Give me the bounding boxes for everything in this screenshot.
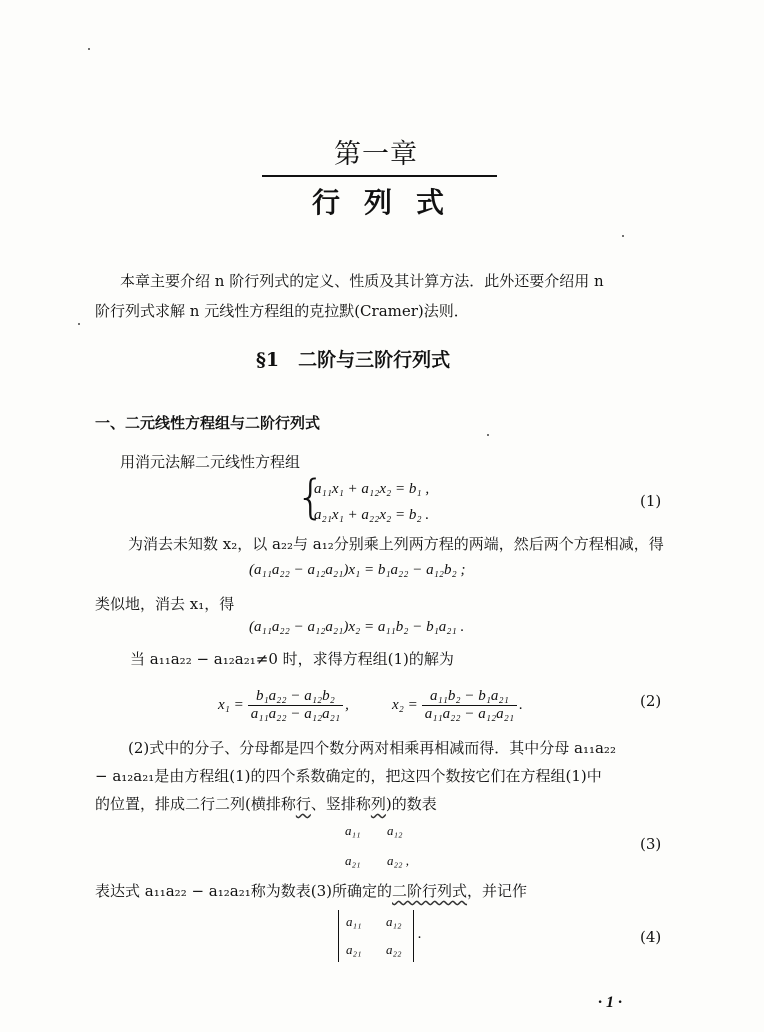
paragraph-5-text: )的数表	[385, 795, 437, 813]
solution-x1: x₁ = $\frac{\text{b₁a₂₂ − a₁₂b₂}}{\text{a₁₁a₂₂ − a₁₂a₂₁}}$ ,	[218, 688, 349, 722]
solution-x2-fraction	[422, 688, 517, 723]
det-a22: a₂₂	[386, 942, 402, 957]
page-number: · 1 ·	[598, 994, 622, 1011]
paragraph-5-text: 的位置，排成二行二列(横排称	[95, 795, 296, 813]
paragraph-4: 当 a₁₁a₂₂ − a₁₂a₂₁≠0 时，求得方程组(1)的解为	[130, 650, 454, 668]
array-a22: a₂₂ ,	[387, 853, 410, 868]
paragraph-5-line-1: (2)式中的分子、分母都是四个数分两对相乘再相减而得．其中分母 a₁₁a₂₂	[128, 739, 616, 757]
array-a21: a₂₁	[345, 853, 361, 868]
chapter-number: 第一章	[334, 139, 418, 170]
scan-speck	[487, 434, 489, 436]
term-second-order-determinant: 二阶行列式	[392, 882, 468, 900]
solution-x2-denominator: a₁₁a₂₂ − a₁₂a₂₁	[424, 706, 515, 722]
equation-4-tag: (4)	[640, 928, 662, 946]
equation-a: (a₁₁a₂₂ − a₁₂a₂₁)x₁ = b₁a₂₂ − a₁₂b₂ ;	[249, 562, 466, 578]
section-title: §1 二阶与三阶行列式	[256, 349, 451, 371]
equation-1-line-1: a₁₁x₁ + a₁₂x₂ = b₁ ,	[314, 481, 430, 497]
system-brace: {	[296, 470, 326, 524]
subsection-title: 一、二元线性方程组与二阶行列式	[95, 414, 321, 432]
solution-x2-lhs: x₂ =	[392, 697, 418, 713]
paragraph-5-line-3	[95, 793, 437, 815]
paragraph-6-text: ，并记作	[467, 882, 528, 900]
chapter-title: 行列式	[312, 186, 469, 219]
paragraph-6	[95, 880, 527, 902]
det-a12: a₁₂	[386, 914, 402, 929]
array-a11: a₁₁	[345, 823, 361, 838]
chapter-rule	[262, 175, 497, 177]
solution-x1-denominator: a₁₁a₂₂ − a₁₂a₂₁	[250, 706, 341, 722]
solution-x1-fraction	[248, 688, 343, 723]
equation-1-tag: (1)	[640, 492, 662, 510]
paragraph-2: 为消去未知数 x₂，以 a₂₂与 a₁₂分别乘上列两方程的两端，然后两个方程相减，得	[128, 535, 664, 553]
term-column: 列	[370, 795, 386, 813]
det-period: .	[418, 926, 422, 942]
paragraph-5-line-2: − a₁₂a₂₁是由方程组(1)的四个系数确定的，把这四个数按它们在方程组(1)中	[95, 767, 602, 785]
scan-speck	[622, 235, 624, 237]
array-a12: a₁₂	[387, 823, 403, 838]
paragraph-5-text: 、竖排称	[310, 795, 371, 813]
solution-x1-numerator: b₁a₂₂ − a₁₂b₂	[248, 688, 343, 706]
paragraph-6-text: 表达式 a₁₁a₂₂ − a₁₂a₂₁称为数表(3)所确定的	[95, 882, 392, 900]
equation-2-tag: (2)	[640, 692, 662, 710]
intro-line-2: 阶行列式求解 n 元线性方程组的克拉默(Cramer)法则．	[95, 302, 469, 320]
equation-1-line-2: a₂₁x₁ + a₂₂x₂ = b₂ .	[314, 507, 430, 523]
term-row: 行	[295, 795, 311, 813]
scan-speck	[88, 48, 90, 50]
paragraph-3: 类似地，消去 x₁，得	[95, 595, 235, 613]
det-a11: a₁₁	[346, 914, 362, 929]
solution-x2: x₂ = $\frac{\text{a₁₁b₂ − b₁a₂₁}}{\text{a₁₁a₂₂ − a₁₂a₂₁}}$ .	[392, 688, 523, 722]
solution-x2-numerator: a₁₁b₂ − b₁a₂₁	[422, 688, 517, 706]
det-a21: a₂₁	[346, 942, 362, 957]
solution-x1-lhs: x₁ =	[218, 697, 244, 713]
paragraph-1: 用消元法解二元线性方程组	[120, 453, 301, 471]
intro-line-1: 本章主要介绍 n 阶行列式的定义、性质及其计算方法．此外还要介绍用 n	[120, 272, 604, 290]
scan-speck	[78, 323, 80, 325]
equation-b: (a₁₁a₂₂ − a₁₂a₂₁)x₂ = a₁₁b₂ − b₁a₂₁ .	[249, 619, 465, 635]
equation-3-tag: (3)	[640, 835, 662, 853]
